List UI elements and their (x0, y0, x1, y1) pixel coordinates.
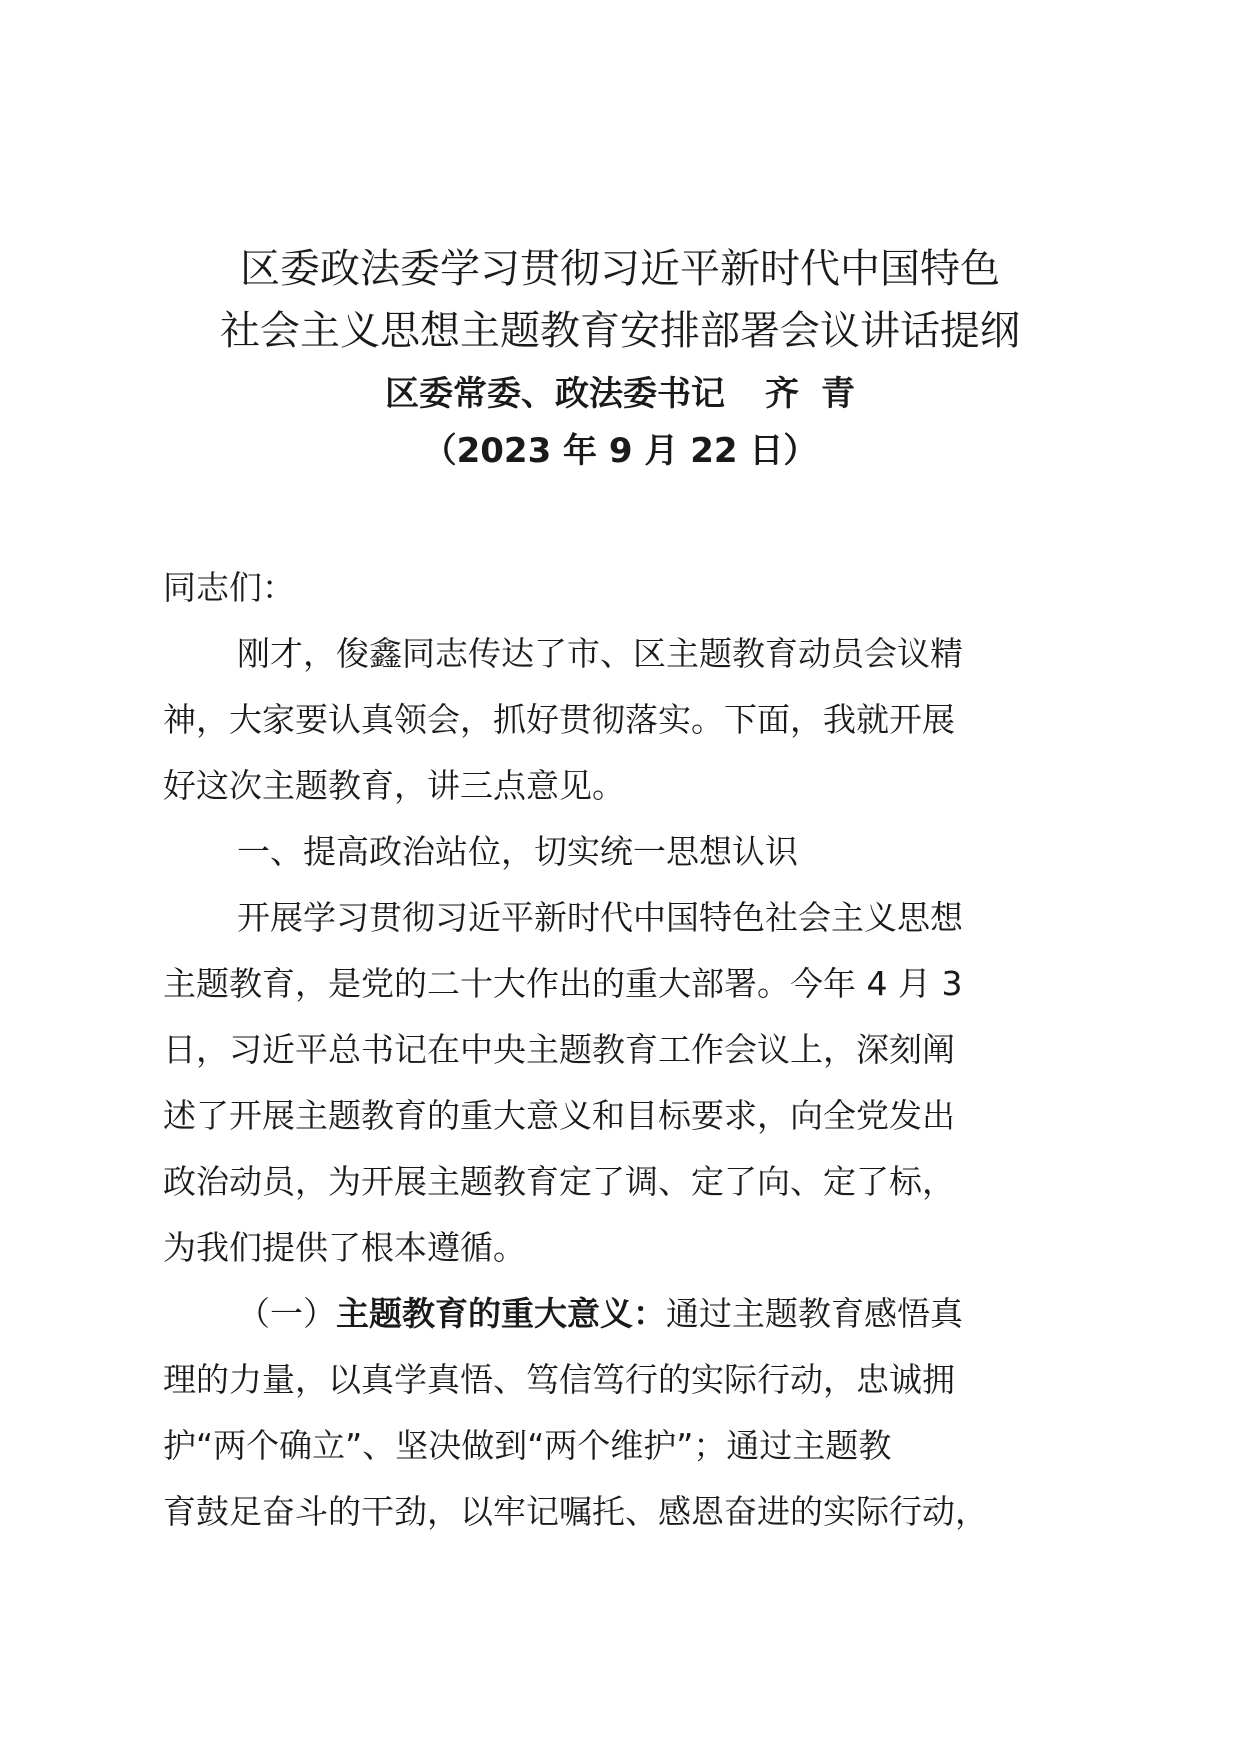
salutation: 同志们： (163, 568, 295, 607)
paragraph-line: 神，大家要认真领会，抓好贯彻落实。下面，我就开展 (163, 700, 955, 739)
document-title-line-1: 区委政法委学习贯彻习近平新时代中国特色 (240, 246, 1000, 292)
title-block (0, 238, 1240, 480)
subsection-line (163, 1281, 1093, 1347)
author-role: 区委常委、政法委书记 (385, 374, 725, 414)
section-heading: 一、提高政治站位，切实统一思想认识 (237, 832, 798, 871)
paragraph-line: 理的力量，以真学真悟、笃信笃行的实际行动，忠诚拥 (163, 1360, 955, 1399)
paragraph-line: 育鼓足奋斗的干劲，以牢记嘱托、感恩奋进的实际行动， (163, 1492, 988, 1531)
paragraph-line: 主题教育，是党的二十大作出的重大部署。今年 4 月 3 (163, 964, 963, 1003)
subsection-text: 通过主题教育感悟真 (666, 1294, 963, 1333)
author-name-first: 齐 (765, 374, 799, 414)
paragraph-line: 述了开展主题教育的重大意义和目标要求，向全党发出 (163, 1096, 955, 1135)
document-title-line-2: 社会主义思想主题教育安排部署会议讲话提纲 (220, 308, 1020, 354)
author-name-second: 青 (821, 374, 855, 414)
paragraph-line: 护“两个确立”、坚决做到“两个维护”；通过主题教 (163, 1426, 892, 1465)
paragraph-line: 为我们提供了根本遵循。 (163, 1228, 526, 1267)
paragraph-line: 刚才，俊鑫同志传达了市、区主题教育动员会议精 (237, 634, 963, 673)
subsection-heading: 主题教育的重大意义： (336, 1294, 666, 1333)
document-body (163, 555, 1093, 1545)
author-line (0, 366, 1240, 422)
paragraph-line: 日，习近平总书记在中央主题教育工作会议上，深刻阐 (163, 1030, 955, 1069)
document-date: （2023 年 9 月 22 日） (422, 431, 818, 471)
paragraph-line: 开展学习贯彻习近平新时代中国特色社会主义思想 (237, 898, 963, 937)
subsection-number: （一） (237, 1294, 336, 1333)
paragraph-line: 政治动员，为开展主题教育定了调、定了向、定了标， (163, 1162, 955, 1201)
paragraph-line: 好这次主题教育，讲三点意见。 (163, 766, 625, 805)
